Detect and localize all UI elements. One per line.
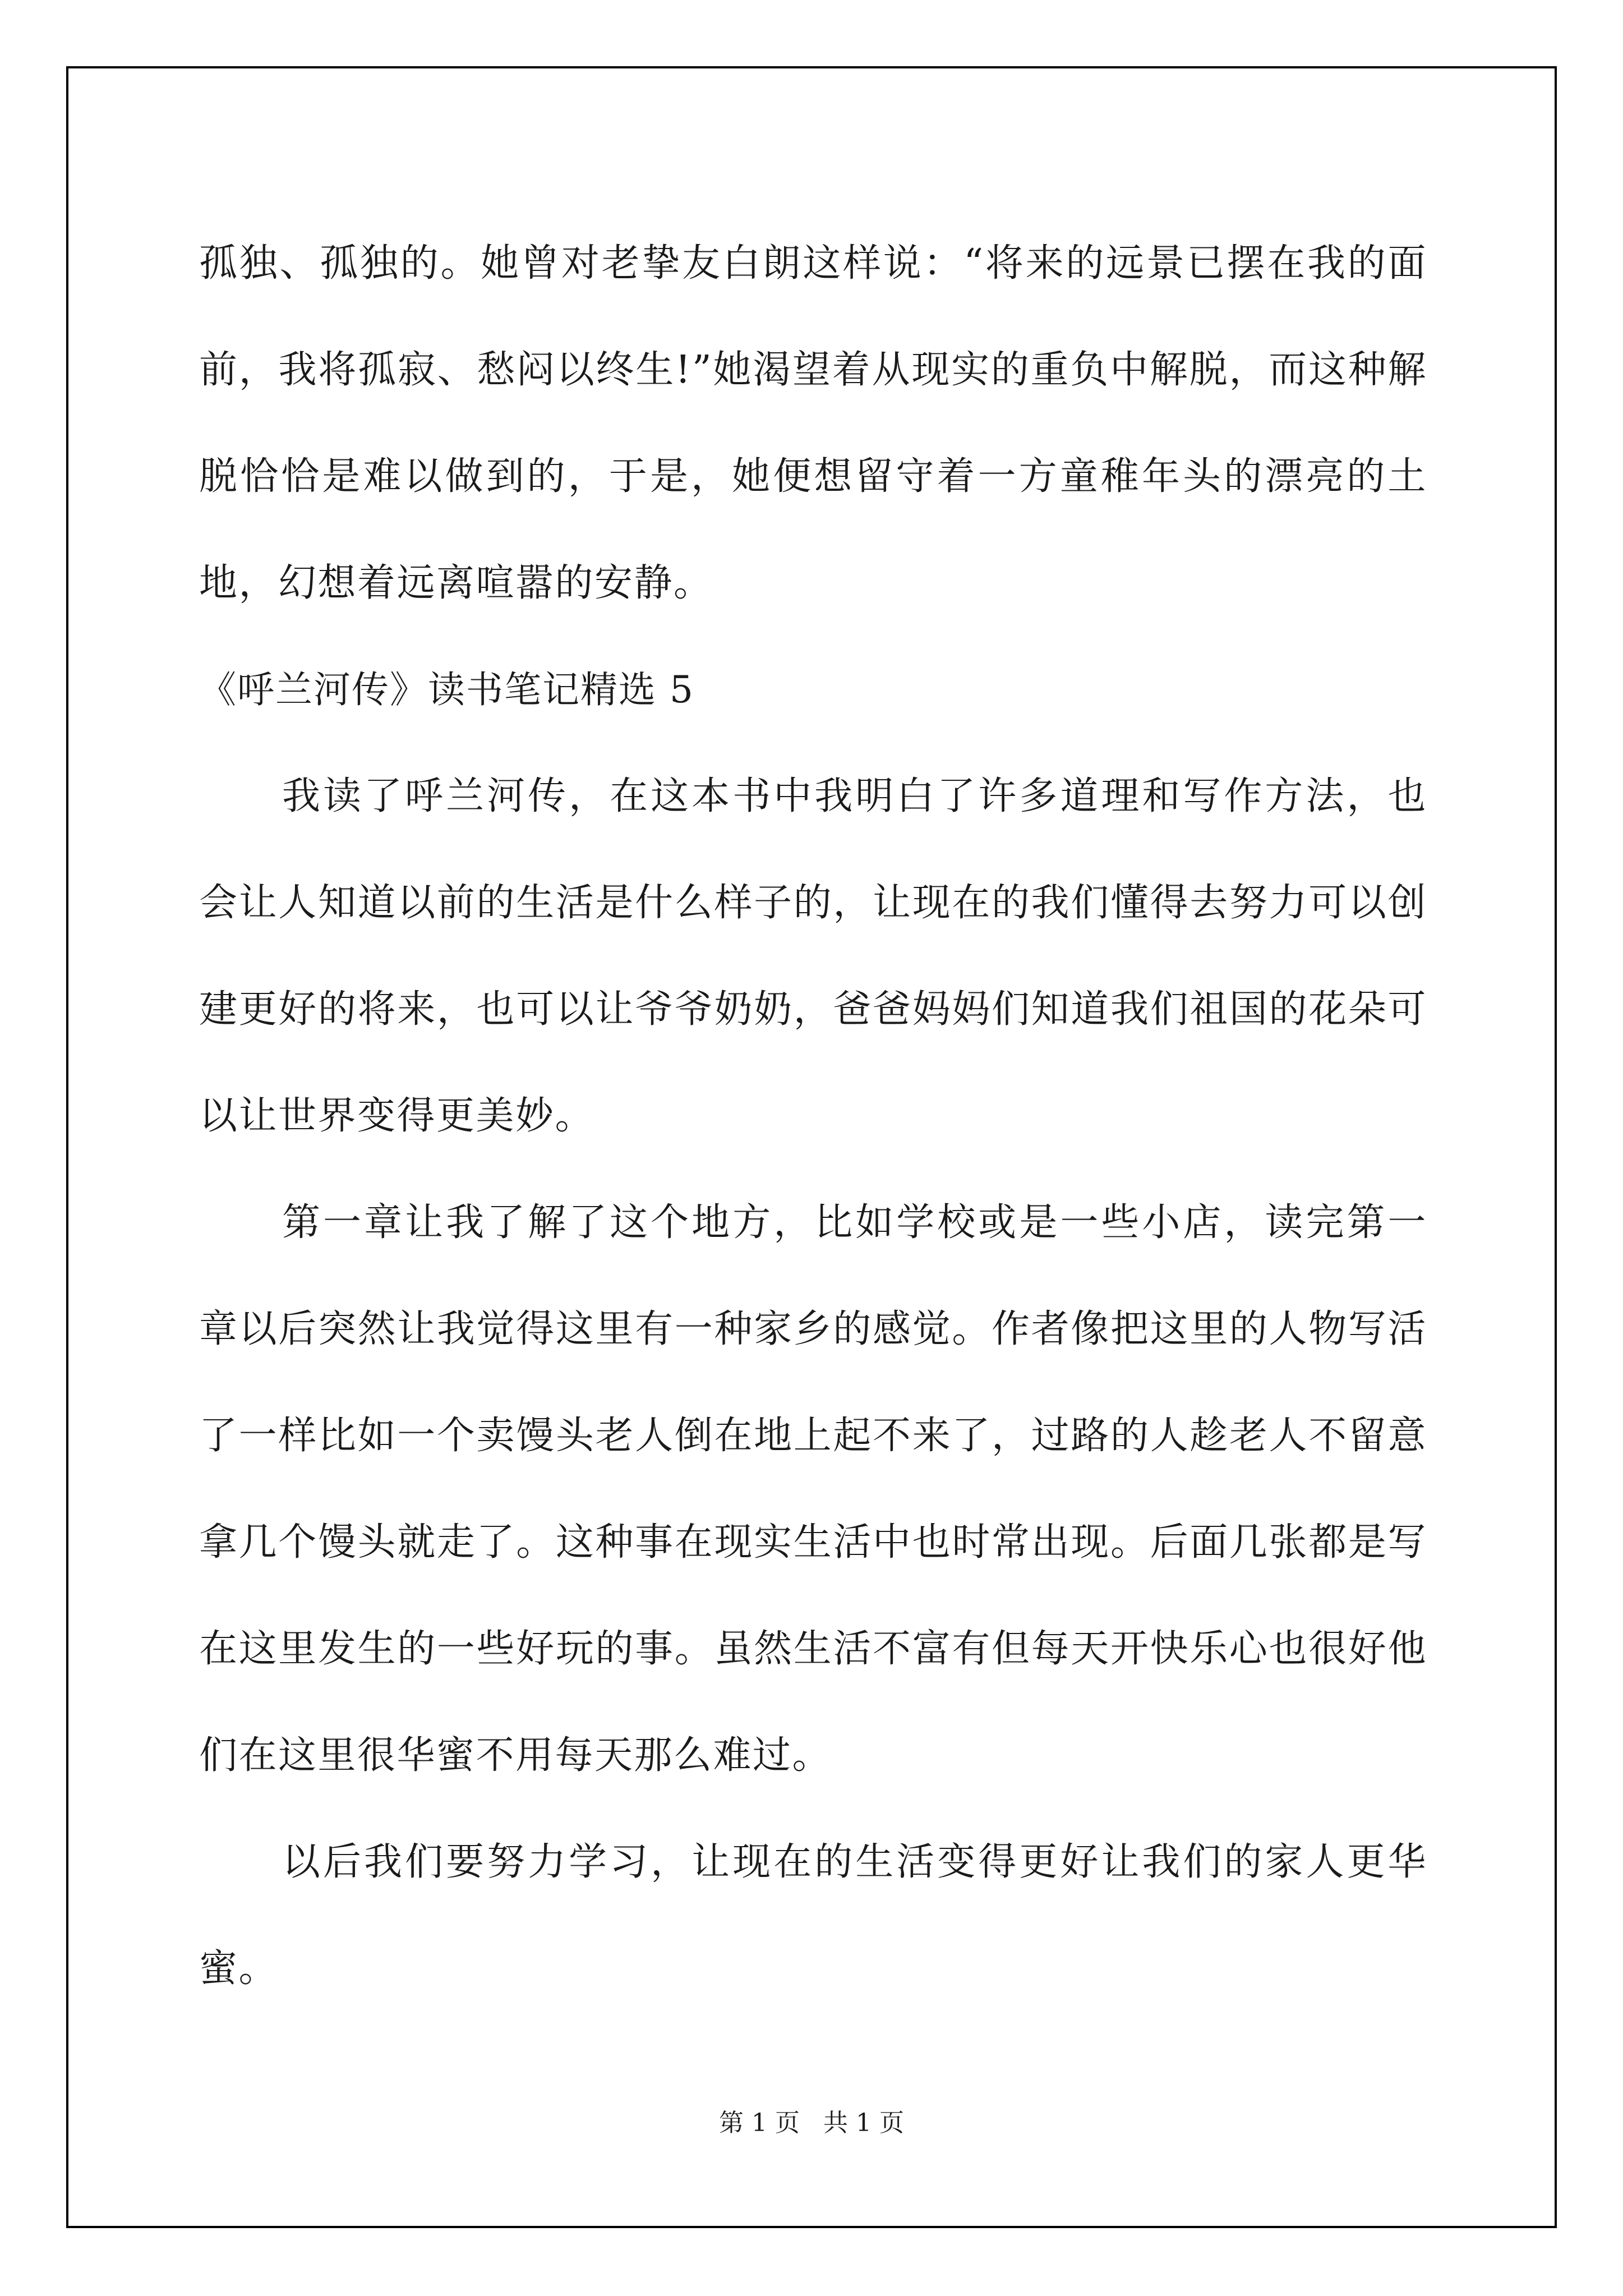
paragraph-continued: 孤独、孤独的。她曾对老挚友白朗这样说：“将来的远景已摆在我的面前，我将孤寂、愁闷以终生!”她渴望着从现实的重负中解脱，而这种解脱恰恰是难以做到的，于是，她便想留守着一方童稚年头的漂亮的土地，幻想着远离喧嚣的安静。 <box>199 241 1427 605</box>
section-heading: 《呼兰河传》读书笔记精选 5 <box>199 668 694 711</box>
page-number: 第 1 页 <box>719 2109 800 2137</box>
paragraph-intro: 我读了呼兰河传，在这本书中我明白了许多道理和写作方法，也会让人知道以前的生活是什么样子的，让现在的我们懂得去努力可以创建更好的将来，也可以让爷爷奶奶，爸爸妈妈们知道我们祖国的花朵可以让世界变得更美妙。 <box>199 774 1427 1138</box>
page-total: 共 1 页 <box>823 2109 904 2137</box>
page-footer <box>0 2106 1623 2140</box>
paragraph-chapter-one: 第一章让我了解了这个地方，比如学校或是一些小店，读完第一章以后突然让我觉得这里有一种家乡的感觉。作者像把这里的人物写活了一样比如一个卖馒头老人倒在地上起不来了，过路的人趁老人不留意拿几个馒头就走了。这种事在现实生活中也时常出现。后面几张都是写在这里发生的一些好玩的事。虽然生活不富有但每天开快乐心也很好他们在这里很华蜜不用每天那么难过。 <box>199 1200 1427 1778</box>
document-body <box>199 210 1427 2022</box>
paragraph-conclusion: 以后我们要努力学习，让现在的生活变得更好让我们的家人更华蜜。 <box>199 1840 1427 1991</box>
